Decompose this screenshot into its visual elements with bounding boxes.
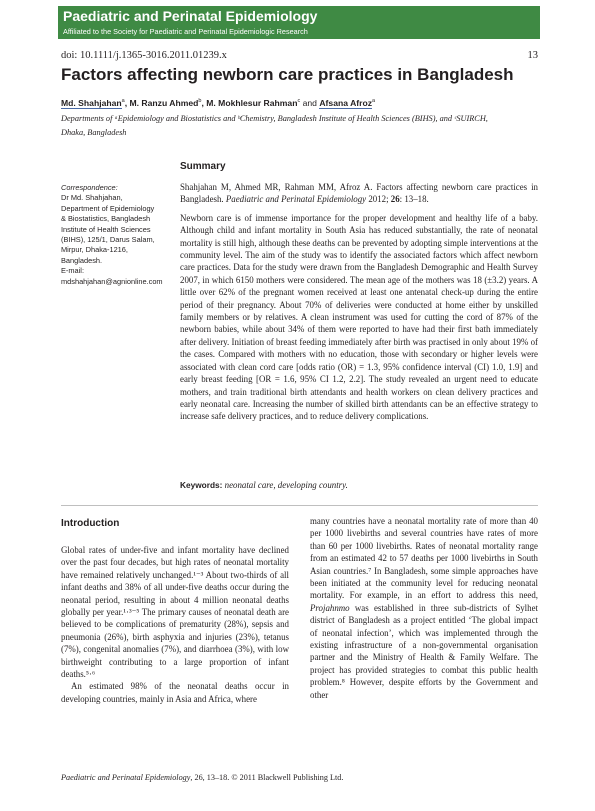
departments-line: Dhaka, Bangladesh xyxy=(61,128,127,137)
citation-volume: 26 xyxy=(390,194,400,205)
keywords xyxy=(180,480,348,490)
author-name: M. Ranzu Ahmed xyxy=(129,98,199,108)
citation-year: 2012; xyxy=(366,194,391,205)
citation-journal: Paediatric and Perinatal Epidemiology xyxy=(225,194,367,205)
author-name: M. Mokhlesur Rahman xyxy=(206,98,298,108)
departments-line: Departments of ᵃEpidemiology and Biostatistics and ᵇChemistry, Bangladesh Institute of Health Sciences (BIHS), and ᶜSUIRCH, xyxy=(61,114,488,123)
introduction-heading: Introduction xyxy=(61,518,120,529)
keywords-value: neonatal care, developing country. xyxy=(224,480,348,490)
correspondence-line: (BIHS), 125/1, Darus Salam, xyxy=(61,235,155,245)
author-list xyxy=(61,98,375,108)
author-affiliation-mark: a xyxy=(372,98,376,105)
author-affiliation-mark: b xyxy=(198,98,202,105)
journal-name: Paediatric and Perinatal Epidemiology xyxy=(63,8,318,24)
project-name: Projahnmo xyxy=(310,602,350,613)
journal-banner xyxy=(58,6,540,39)
abstract xyxy=(180,181,538,429)
author-separator: and xyxy=(300,98,320,108)
footer-copyright: , 26, 13–18. © 2011 Blackwell Publishing Ltd. xyxy=(190,773,344,782)
author-affiliation-mark: a xyxy=(121,98,125,105)
right-column xyxy=(310,515,538,701)
author-name[interactable]: Afsana Afroz xyxy=(319,98,373,108)
correspondence-line: Mirpur, Dhaka-1216, xyxy=(61,245,128,255)
keywords-label: Keywords: xyxy=(180,480,223,490)
page-number: 13 xyxy=(527,50,538,61)
author-separator: , xyxy=(124,98,130,108)
correspondence-block xyxy=(61,183,176,287)
correspondence-line: Bangladesh. xyxy=(61,255,103,265)
correspondence-line: Institute of Health Sciences xyxy=(61,224,151,234)
correspondence-line: E-mail: xyxy=(61,266,84,276)
article-title: Factors affecting newborn care practices in Bangladesh xyxy=(61,65,514,84)
paragraph xyxy=(310,515,538,701)
author-departments xyxy=(61,112,531,140)
abstract-body: Newborn care is of immense importance for the proper development and healthy life of a baby. Although child and infant mortality in South Asia has reduced substantially, the rate of neonatal mortality is still high, although these deaths can be prevented by adopting simple interventions at the community level. The aim of the study was to identify the associated factors which affect newborn care practices. Data for the study were drawn from the Bangladesh Demographic and Health Survey 2007, in which 6150 mothers were considered. The mean age of the mothers was 18 (±3.2) years. A little over 62% of the pregnant women received at least one antenatal check-up during the entire period of their pregnancy. About 70% of deliveries were conducted at home either by unskilled family members or by relatives. A clean instrument was used for cutting the cord of 87% of the newborn babies, while about 34% of them were reported to have had their first bath immediately after delivery. Initiation of breast feeding immediately after birth was practised in only about 19% of the cases. Compared with mothers with no education, those with secondary or higher levels were associated with clean cord care [odds ratio (OR) = 1.3, 95% confidence interval (CI) 1.0, 1.9] and early breast feeding [OR = 1.6, 95% CI 1.2, 2.2]. The study revealed an urgent need to educate mothers, and train traditional birth attendants and health workers on clean delivery practices and early neonatal care. Increasing the number of skilled birth attendants can be an effective strategy to increase safe delivery practices, and to reduce delivery complications. xyxy=(180,212,538,422)
paragraph: Global rates of under-five and infant mortality have declined over the past four decades, but high rates of neonatal mortality have remained relatively unchanged.¹⁻³ About two-thirds of all infant deaths and 38% of all under-five deaths occur during the neonatal period, resulting in about 4 million neonatal deaths globally per year.¹·³⁻⁵ The primary causes of neonatal death are believed to be complications of prematurity (28%), sepsis and pneumonia (26%), birth asphyxia and injuries (23%), tetanus (7%), congenital anomalies (7%), and diarrhoea (3%), with low birthweight contributing to a large proportion of infant deaths.⁵·⁶ xyxy=(61,545,289,680)
journal-affiliation: Affiliated to the Society for Paediatric and Perinatal Epidemiologic Research xyxy=(63,27,308,36)
footer-journal: Paediatric and Perinatal Epidemiology xyxy=(61,773,191,782)
correspondence-line: Department of Epidemiology xyxy=(61,203,155,213)
citation xyxy=(180,181,538,206)
correspondence-line: Dr Md. Shahjahan, xyxy=(61,193,123,203)
citation-pages: : 13–18. xyxy=(399,194,429,205)
author-affiliation-mark: c xyxy=(297,98,301,105)
page-footer xyxy=(61,773,343,782)
doi: doi: 10.1111/j.1365-3016.2011.01239.x xyxy=(61,50,227,61)
author-separator: , xyxy=(201,98,207,108)
author-name[interactable]: Md. Shahjahan xyxy=(61,98,122,108)
paragraph-text: many countries have a neonatal mortality rate of more than 40 per 1000 livebirths and several countries have rates of more than 60 per 1000 livebirths. Rates of neonatal mortality range from an estimated 42 to 57 deaths per 1000 livebirths in South Asian countries.⁷ In Bangladesh, some simple approaches have been initiated at the community level for reducing neonatal mortality. For example, in an effort to address this need, xyxy=(310,516,538,601)
left-column xyxy=(61,544,289,705)
correspondence-line: & Biostatistics, Bangladesh xyxy=(61,214,151,224)
section-divider xyxy=(61,505,538,506)
citation-authors: Shahjahan M, Ahmed MR, Rahman MM, Afroz A. Factors affecting newborn care practices in Bangladesh. xyxy=(180,182,538,205)
correspondence-email[interactable]: mdshahjahan@agnionline.com xyxy=(61,276,163,286)
paragraph: An estimated 98% of the neonatal deaths occur in developing countries, mainly in Asia and Africa, where xyxy=(61,681,289,704)
summary-heading: Summary xyxy=(180,161,226,172)
correspondence-label: Correspondence: xyxy=(61,183,118,192)
paragraph-text: was established in three sub-districts of Sylhet district of Bangladesh as a project entitled ‘The global impact of neonatal infection’, which was implemented through the existing infrastructure of a non-governmental organisation partner and the Ministry of Health & Family Welfare. The project has provided strategies to combat this public health problem.⁸ However, despite efforts by the Government and other xyxy=(310,602,538,700)
